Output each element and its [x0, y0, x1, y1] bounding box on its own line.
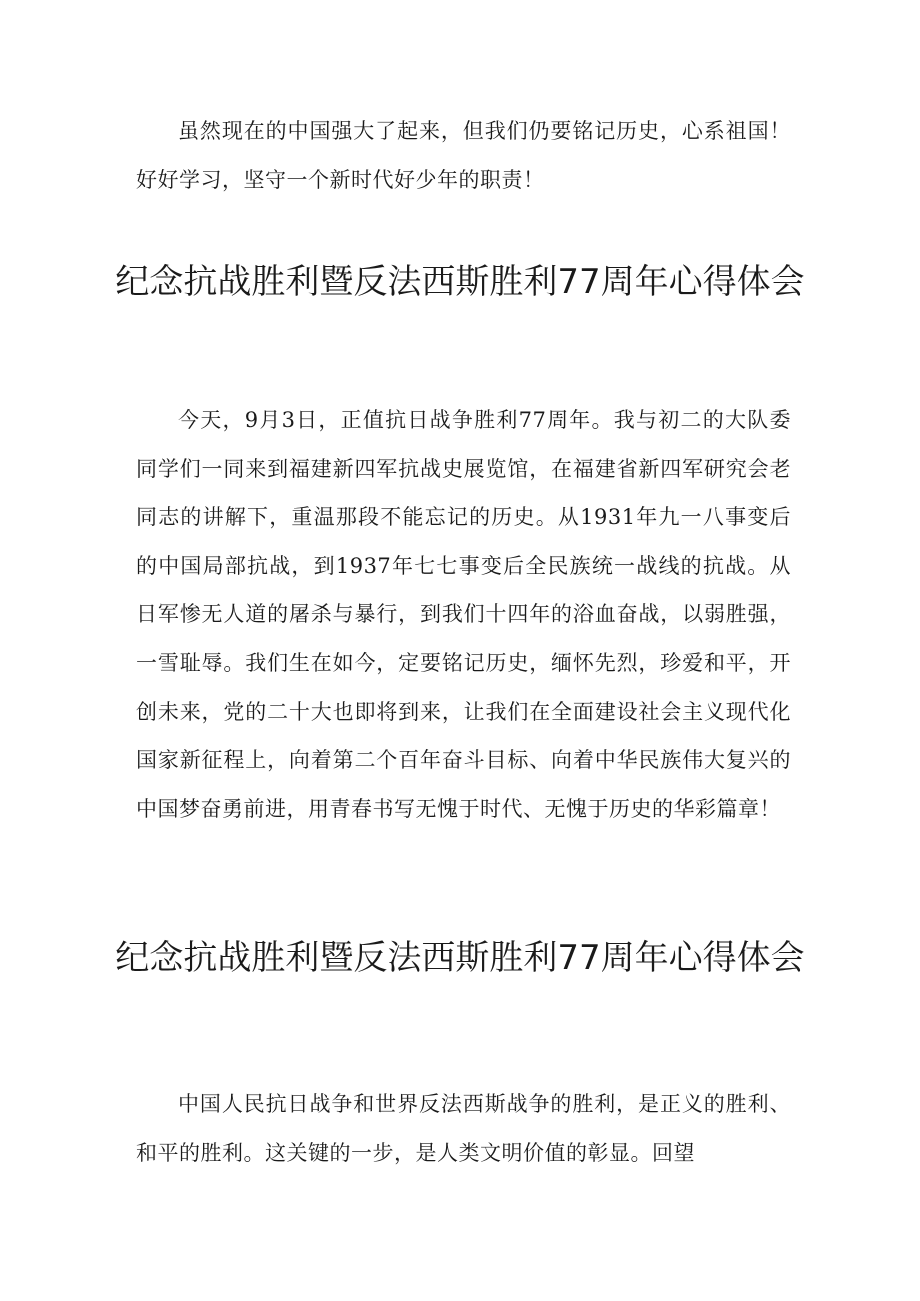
section-2-title: 纪念抗战胜利暨反法西斯胜利77周年心得体会	[115, 938, 805, 978]
section-1-body: 今天，9月3日，正值抗日战争胜利77周年。我与初二的大队委同学们一同来到福建新四军抗战史展览馆，在福建省新四军研究会老同志的讲解下，重温那段不能忘记的历史。从1931年九一八事变后的中国局部抗战，到1937年七七事变后全民族统一战线的抗战。从日军惨无人道的屠杀与暴行，到我们十四年的浴血奋战，以弱胜强，一雪耻辱。我们生在如今，定要铭记历史，缅怀先烈，珍爱和平，开创未来，党的二十大也即将到来，让我们在全面建设社会主义现代化国家新征程上，向着第二个百年奋斗目标、向着中华民族伟大复兴的中国梦奋勇前进，用青春书写无愧于时代、无愧于历史的华彩篇章！	[136, 408, 791, 821]
intro-paragraph: 虽然现在的中国强大了起来，但我们仍要铭记历史，心系祖国！好好学习，坚守一个新时代好少年的职责！	[136, 119, 791, 192]
section-2-body: 中国人民抗日战争和世界反法西斯战争的胜利，是正义的胜利、和平的胜利。这关键的一步，是人类文明价值的彰显。回望	[136, 1092, 791, 1165]
section-1-title: 纪念抗战胜利暨反法西斯胜利77周年心得体会	[115, 262, 805, 302]
